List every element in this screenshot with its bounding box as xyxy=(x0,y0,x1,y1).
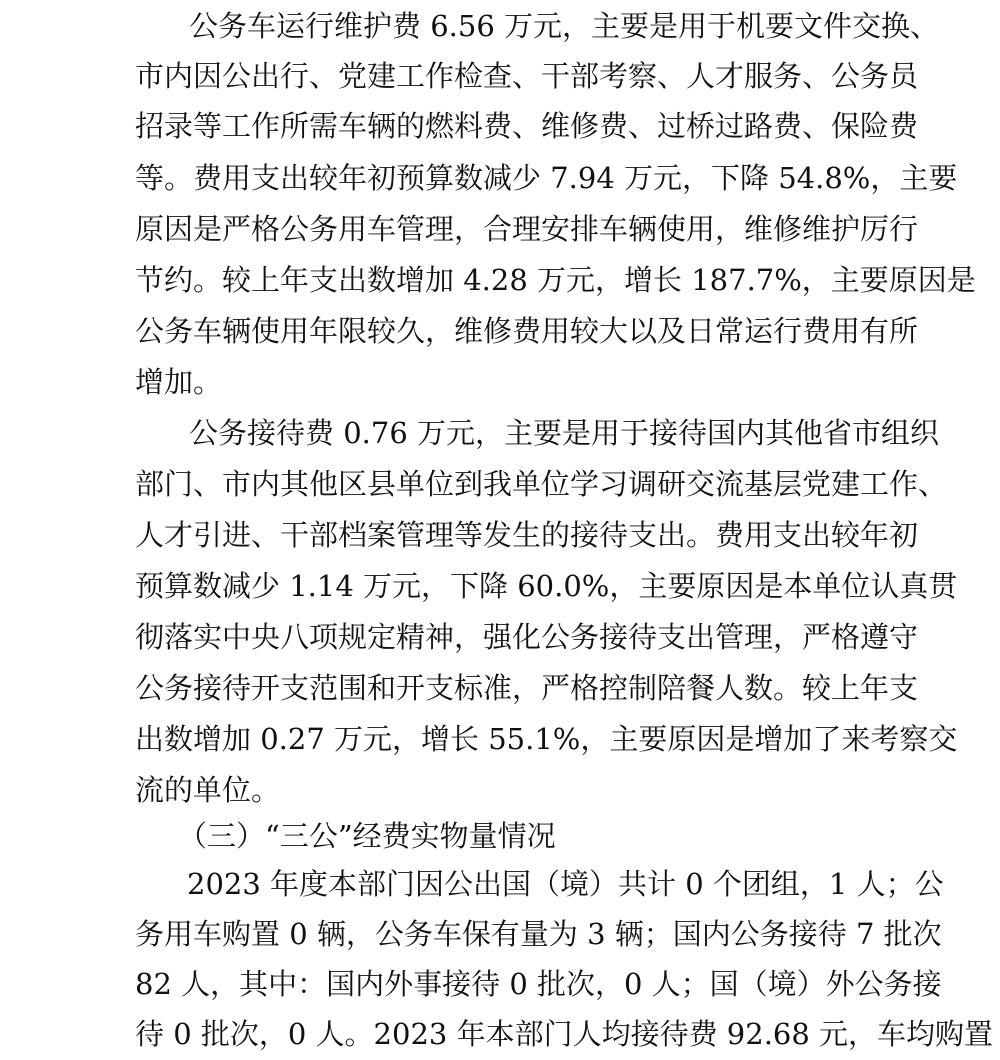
text-line: 公务接待费 0.76 万元，主要是用于接待国内其他省市组织 xyxy=(189,416,940,450)
text-line: 节约。较上年支出数增加 4.28 万元，增长 187.7%，主要原因是 xyxy=(135,263,976,297)
text-line: 市内因公出行、党建工作检查、干部考察、人才服务、公务员 xyxy=(135,59,919,93)
text-line: 招录等工作所需车辆的燃料费、维修费、过桥过路费、保险费 xyxy=(135,109,919,143)
text-line: 预算数减少 1.14 万元，下降 60.0%，主要原因是本单位认真贯 xyxy=(135,569,958,603)
text-line: 公务车运行维护费 6.56 万元，主要是用于机要文件交换、 xyxy=(189,9,940,43)
text-line: 增加。 xyxy=(135,365,223,399)
text-line: 出数增加 0.27 万元，增长 55.1%，主要原因是增加了来考察交 xyxy=(135,722,958,756)
text-line: 公务接待开支范围和开支标准，严格控制陪餐人数。较上年支 xyxy=(135,671,919,705)
text-line: 人才引进、干部档案管理等发生的接待支出。费用支出较年初 xyxy=(135,518,919,552)
text-line: 待 0 批次，0 人。2023 年本部门人均接待费 92.68 元，车均购置 xyxy=(135,1017,994,1051)
text-line: 务用车购置 0 辆，公务车保有量为 3 辆；国内公务接待 7 批次 xyxy=(135,917,942,951)
text-line: 等。费用支出较年初预算数减少 7.94 万元，下降 54.8%，主要 xyxy=(135,161,958,195)
section-heading: （三）“三公”经费实物量情况 xyxy=(178,819,556,853)
text-line: 公务车辆使用年限较久，维修费用较大以及日常运行费用有所 xyxy=(135,314,919,348)
text-line: 2023 年度本部门因公出国（境）共计 0 个团组，1 人；公 xyxy=(187,867,944,901)
text-line: 彻落实中央八项规定精神，强化公务接待支出管理，严格遵守 xyxy=(135,620,919,654)
text-line: 流的单位。 xyxy=(135,773,281,807)
text-line: 部门、市内其他区县单位到我单位学习调研交流基层党建工作、 xyxy=(135,467,948,501)
text-line: 原因是严格公务用车管理，合理安排车辆使用，维修维护厉行 xyxy=(135,212,919,246)
text-line: 82 人，其中：国内外事接待 0 批次，0 人；国（境）外公务接 xyxy=(135,967,942,1001)
